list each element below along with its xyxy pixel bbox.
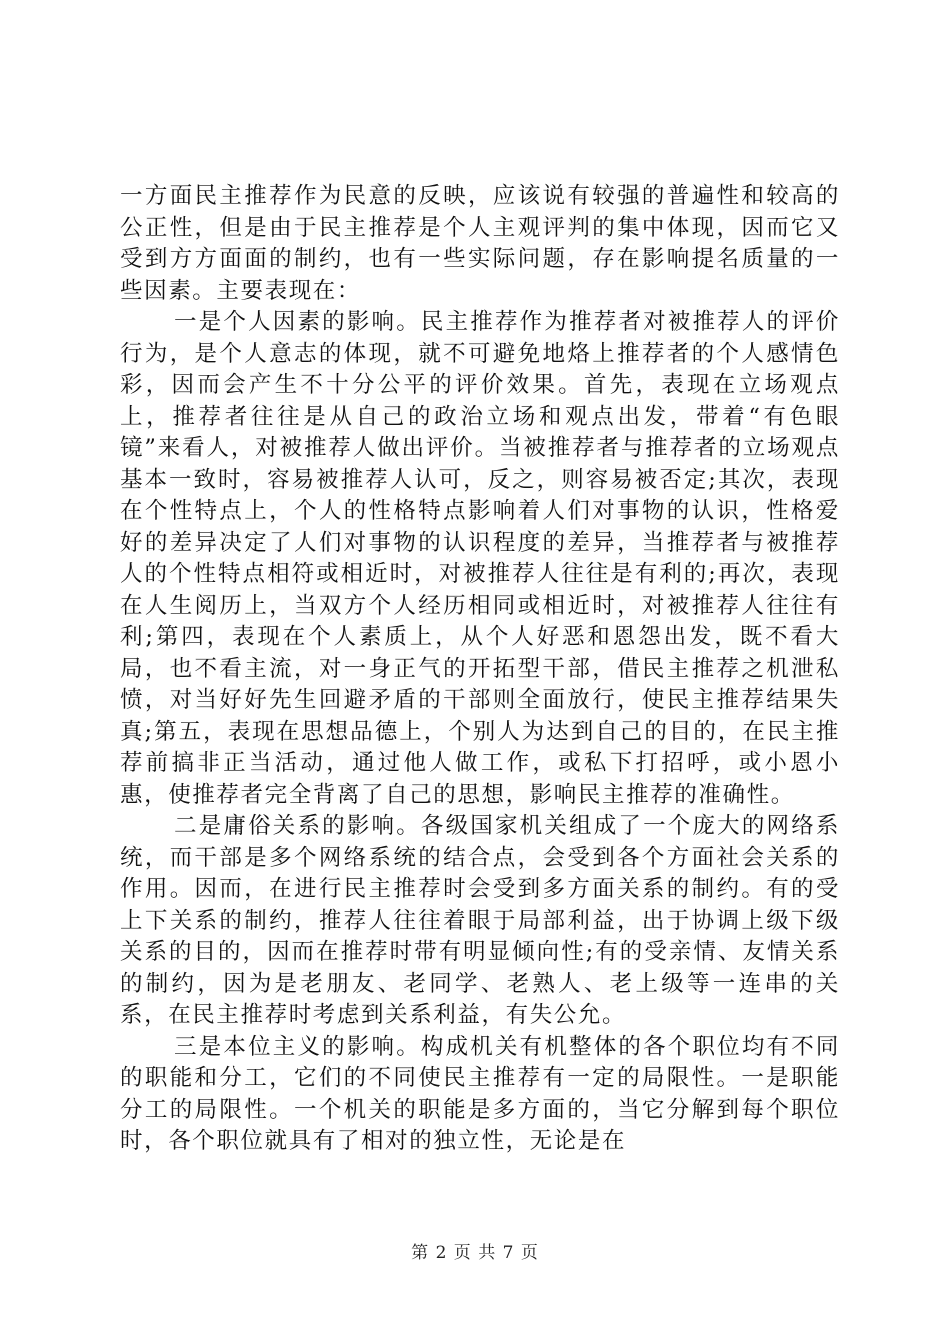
paragraph-intro: 一方面民主推荐作为民意的反映，应该说有较强的普遍性和较高的公正性，但是由于民主推荐是个人主观评判的集中体现，因而它又受到方方面面的制约，也有一些实际问题，存在影响提名质量的一些因素。主要表现在： xyxy=(120,183,840,304)
document-body xyxy=(120,181,840,1158)
page-number-footer: 第 2 页 共 7 页 xyxy=(411,1243,539,1263)
paragraph-personal-factors: 一是个人因素的影响。民主推荐作为推荐者对被推荐人的评价行为，是个人意志的体现，就不可避免地烙上推荐者的个人感情色彩，因而会产生不十分公平的评价效果。首先，表现在立场观点上，推荐者往往是从自己的政治立场和观点出发，带着“有色眼镜”来看人，对被推荐人做出评价。当被推荐者与推荐者的立场观点基本一致时，容易被推荐人认可，反之，则容易被否定;其次，表现在个性特点上，个人的性格特点影响着人们对事物的认识，性格爱好的差异决定了人们对事物的认识程度的差异，当推荐者与被推荐人的个性特点相符或相近时，对被推荐人往往是有利的;再次，表现在人生阅历上，当双方个人经历相同或相近时，对被推荐人往往有利;第四，表现在个人素质上，从个人好恶和恩怨出发，既不看大局，也不看主流，对一身正气的开拓型干部，借民主推荐之机泄私愤，对当好好先生回避矛盾的干部则全面放行，使民主推荐结果失真;第五，表现在思想品德上，个别人为达到自己的目的，在民主推荐前搞非正当活动，通过他人做工作，或私下打招呼，或小恩小惠，使推荐者完全背离了自己的思想，影响民主推荐的准确性。 xyxy=(120,309,840,808)
paragraph-vulgar-relations: 二是庸俗关系的影响。各级国家机关组成了一个庞大的网络系统，而干部是多个网络系统的结合点，会受到各个方面社会关系的作用。因而，在进行民主推荐时会受到多方面关系的制约。有的受上下关系的制约，推荐人往往着眼于局部利益，出于协调上级下级关系的目的，因而在推荐时带有明显倾向性;有的受亲情、友情关系的制约，因为是老朋友、老同学、老熟人、老上级等一连串的关系，在民主推荐时考虑到关系利益，有失公允。 xyxy=(120,813,840,1028)
paragraph-departmentalism: 三是本位主义的影响。构成机关有机整体的各个职位均有不同的职能和分工，它们的不同使民主推荐有一定的局限性。一是职能分工的局限性。一个机关的职能是多方面的，当它分解到每个职位时，各个职位就具有了相对的独立性，无论是在 xyxy=(120,1033,840,1154)
